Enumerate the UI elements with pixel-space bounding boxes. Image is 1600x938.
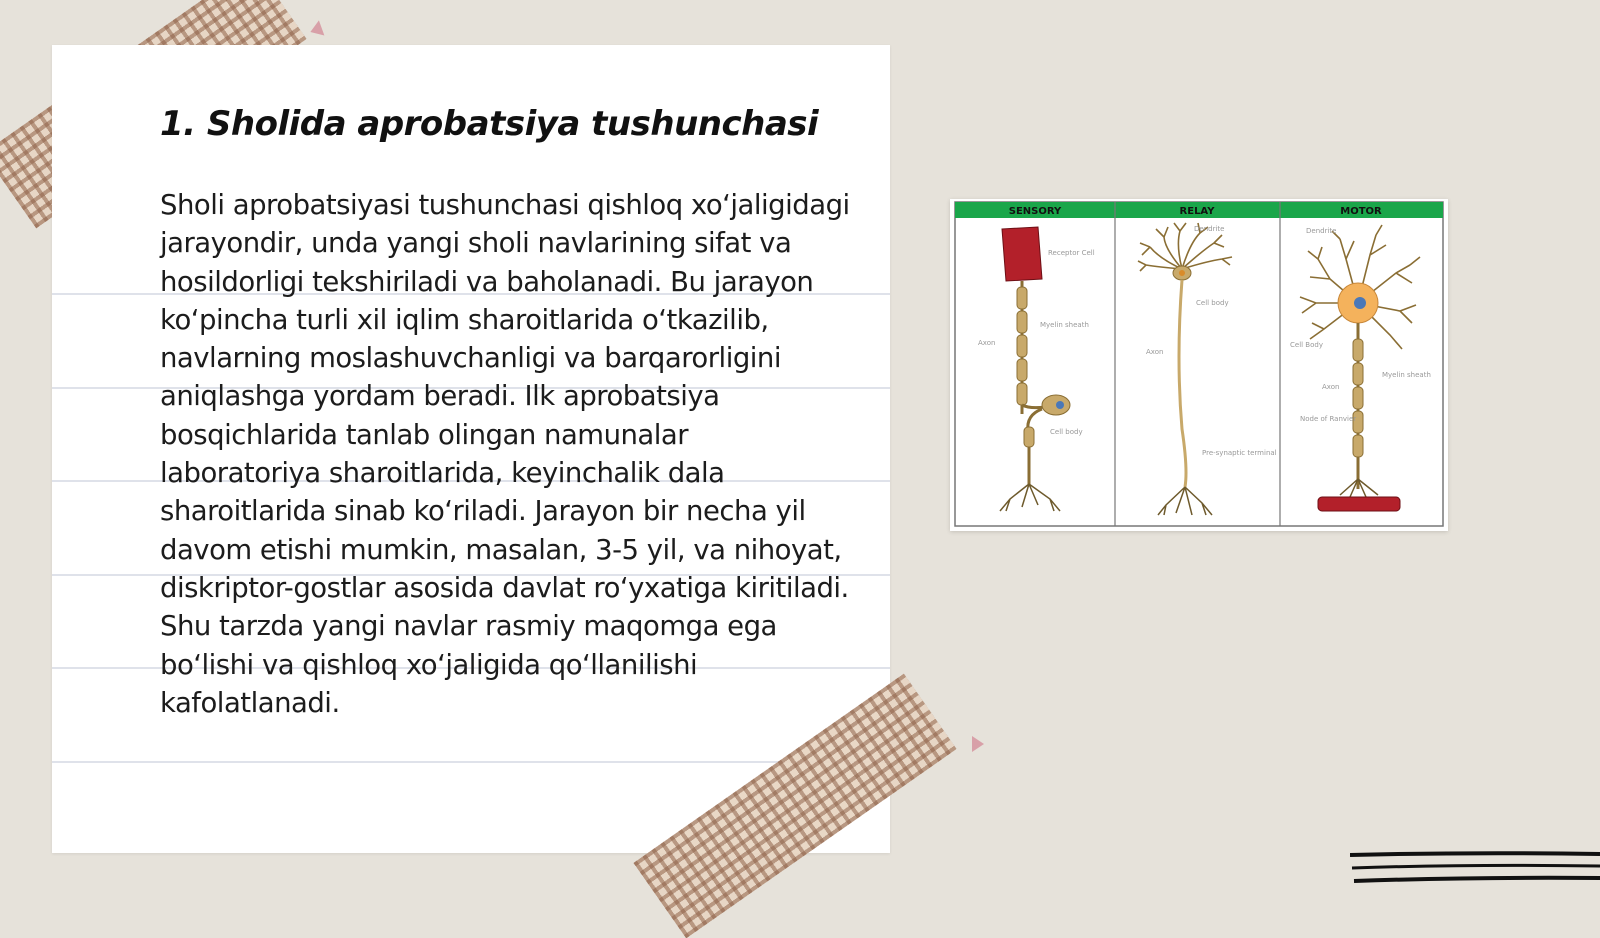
muscle-effector [1318, 497, 1400, 511]
body-paragraph: Sholi aprobatsiyasi tushunchasi qishloq xo‘jaligidagi jarayondir, unda yangi sholi navlarining sifat va hosildorligi tekshiriladi va baholanadi. Bu jarayon ko‘pincha turli xil iqlim sharoitlarida o‘tkazilib, navlarning moslashuvchanligi va barqarorligini aniqlashga yordam beradi. Ilk aprobatsiya bosqichlarida tanlab olingan namunalar laboratoriya sharoitlarida, keyinchalik dala sharoitlarida sinab ko‘riladi. Jarayon bir necha yil davom etishi mumkin, masalan, 3-5 yil, va nihoyat, diskriptor-gostlar asosida davlat ro‘yxatiga kiritiladi. Shu tarzda yangi navlar rasmiy maqomga ega bo‘lishi va qishloq xo‘jaligida qo‘llanilishi kafolatlanadi. [160, 189, 850, 719]
label-axon: Axon [978, 339, 996, 347]
myelin-segment [1024, 427, 1034, 447]
myelin-segment [1017, 311, 1027, 333]
label-receptor: Receptor Cell [1048, 249, 1095, 257]
nucleus [1056, 401, 1064, 409]
label-presynaptic: Pre-synaptic terminal [1202, 449, 1277, 457]
label-nodes: Node of Ranvier [1300, 415, 1357, 423]
myelin-segment [1353, 435, 1363, 457]
tape-tip-bottom [972, 736, 984, 752]
myelin-segment [1017, 287, 1027, 309]
slide-title: 1. Sholida aprobatsiya tushunchasi [160, 104, 819, 144]
nucleus [1354, 297, 1366, 309]
myelin-segment [1017, 359, 1027, 381]
receptor-cell [1002, 227, 1042, 281]
header-motor: MOTOR [1340, 206, 1382, 217]
myelin-segment [1353, 387, 1363, 409]
neuron-diagram [950, 199, 1448, 531]
label-dendrite: Dendrite [1194, 225, 1225, 233]
header-sensory: SENSORY [1008, 206, 1062, 217]
label-cell-body: Cell body [1196, 299, 1229, 307]
neuron-types-figure [950, 199, 1448, 531]
label-axon: Axon [1146, 348, 1164, 356]
decorative-scribble [1350, 850, 1600, 890]
label-myelin: Myelin sheath [1382, 371, 1431, 379]
myelin-segment [1017, 383, 1027, 405]
myelin-segment [1017, 335, 1027, 357]
label-myelin: Myelin sheath [1040, 321, 1089, 329]
header-relay: RELAY [1179, 206, 1215, 217]
label-axon: Axon [1322, 383, 1340, 391]
myelin-segment [1353, 339, 1363, 361]
label-cell-body: Cell Body [1290, 341, 1323, 349]
paper-rule [52, 761, 890, 763]
nucleus [1179, 270, 1185, 276]
label-cell-body: Cell body [1050, 428, 1083, 436]
myelin-segment [1353, 363, 1363, 385]
tape-tip-top [308, 20, 325, 39]
label-dendrite: Dendrite [1306, 227, 1337, 235]
